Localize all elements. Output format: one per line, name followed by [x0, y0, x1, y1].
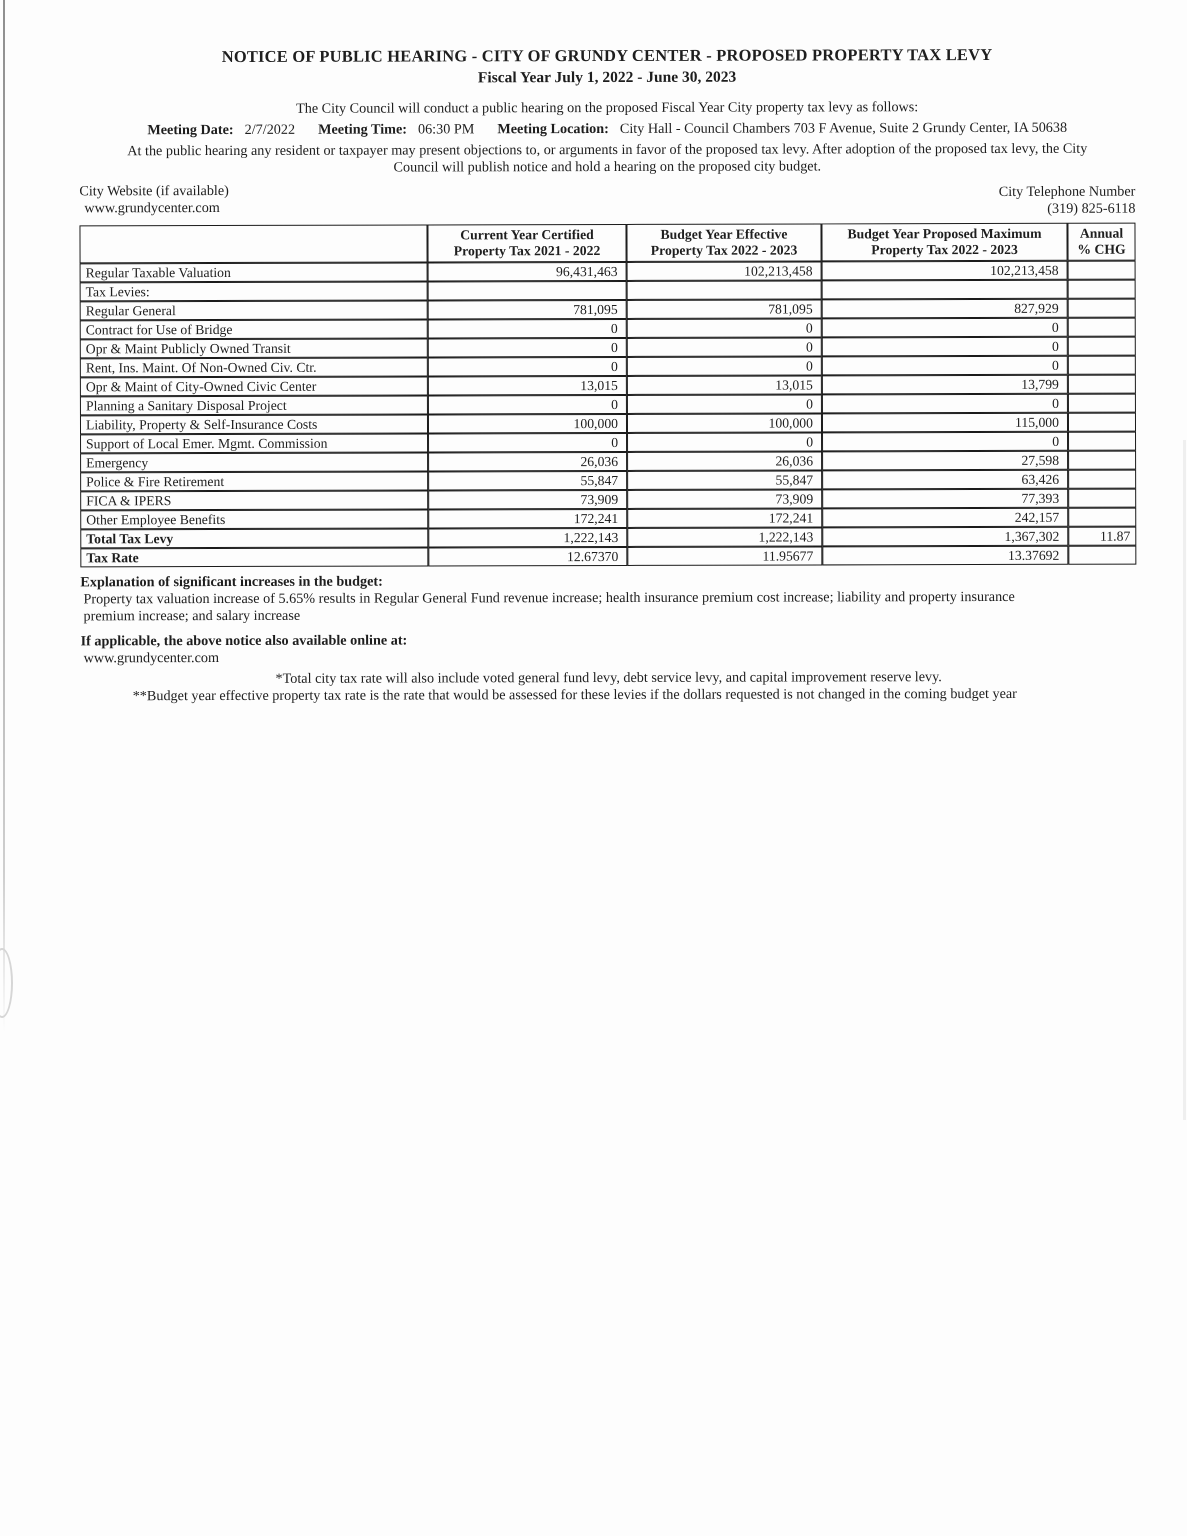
city-website-url: www.grundycenter.com [84, 200, 220, 217]
meeting-time-label: Meeting Time: [318, 121, 408, 138]
row-label: Regular Taxable Valuation [80, 262, 428, 282]
scan-edge-line [3, 0, 5, 1032]
header-budget-year-effective [626, 223, 821, 262]
header-line: Property Tax 2021 - 2022 [453, 243, 601, 259]
current-year-value: 0 [428, 338, 627, 358]
current-year-value [428, 281, 627, 301]
header-line: Budget Year Effective [660, 226, 788, 242]
page-title: NOTICE OF PUBLIC HEARING - CITY OF GRUNDY CENTER - PROPOSED PROPERTY TAX LEVY [221, 44, 993, 67]
annual-chg-value [1068, 299, 1136, 318]
annual-chg-value [1068, 375, 1136, 394]
city-website-block [79, 183, 229, 220]
effective-year-value: 781,095 [627, 299, 822, 319]
hearing-paragraph-line2: Council will publish notice and hold a hearing on the proposed city budget. [393, 158, 822, 176]
proposed-max-value: 13.37692 [822, 546, 1068, 566]
proposed-max-value: 13,799 [822, 375, 1068, 395]
current-year-value: 0 [428, 395, 627, 415]
scan-smudge-arc [0, 948, 13, 1018]
proposed-max-value: 0 [822, 337, 1068, 357]
proposed-max-value: 102,213,458 [822, 261, 1068, 281]
city-phone-block [999, 181, 1136, 218]
row-label: Total Tax Levy [80, 528, 428, 548]
online-notice-url: www.grundycenter.com [83, 650, 220, 667]
header-current-year-certified [427, 224, 626, 263]
annual-chg-value [1068, 546, 1136, 565]
scan-right-streak [1183, 440, 1186, 1120]
annual-chg-value [1068, 508, 1136, 527]
row-label: Support of Local Emer. Mgmt. Commission [80, 433, 428, 453]
city-phone-label: City Telephone Number [998, 183, 1136, 200]
annual-chg-value: 11.87 [1068, 527, 1136, 546]
current-year-value: 1,222,143 [428, 528, 627, 548]
hearing-paragraph-line1: At the public hearing any resident or taxpayer may present objections to, or arguments in favor of the proposed tax levy. After adoption of the proposed tax levy, the City [127, 140, 1088, 160]
effective-year-value: 26,036 [627, 451, 822, 471]
header-line: % CHG [1077, 241, 1126, 257]
property-tax-levy-table [79, 223, 1136, 568]
footnote-budget-year-effective-rate: **Budget year effective property tax rate is the rate that would be assessed for these levies if the dollars requested is not changed in the coming budget year [132, 685, 1017, 705]
proposed-max-value: 0 [822, 432, 1068, 452]
annual-chg-value [1068, 451, 1136, 470]
proposed-max-value: 27,598 [822, 451, 1068, 471]
hearing-paragraph [79, 141, 1135, 178]
current-year-value: 0 [428, 433, 627, 453]
proposed-max-value: 77,393 [822, 489, 1068, 509]
row-label: Police & Fire Retirement [80, 471, 428, 491]
current-year-value: 13,015 [428, 376, 627, 396]
explanation-text [80, 589, 1136, 626]
annual-chg-value [1068, 318, 1136, 337]
header-budget-year-proposed-max [821, 223, 1067, 262]
annual-chg-value [1068, 261, 1136, 280]
header-line: Property Tax 2022 - 2023 [650, 242, 798, 258]
effective-year-value: 0 [627, 337, 822, 357]
effective-year-value: 55,847 [627, 470, 822, 490]
proposed-max-value: 115,000 [822, 413, 1068, 433]
annual-chg-value [1068, 394, 1136, 413]
city-website-label: City Website (if available) [79, 182, 229, 200]
header-line: Property Tax 2022 - 2023 [871, 241, 1018, 258]
header-line: Budget Year Proposed Maximum [847, 225, 1042, 242]
row-label: Tax Rate [80, 547, 428, 567]
row-label: Opr & Maint Publicly Owned Transit [80, 338, 428, 358]
explanation-line1: Property tax valuation increase of 5.65% results in Regular General Fund revenue increase; health insurance premium cost increase; liability and property insurance [83, 588, 1015, 608]
explanation-heading: Explanation of significant increases in the budget: [80, 573, 383, 591]
current-year-value: 0 [428, 319, 627, 339]
effective-year-value: 172,241 [627, 508, 822, 528]
meeting-info-line [79, 120, 1135, 140]
current-year-value: 12.67370 [428, 547, 627, 567]
current-year-value: 0 [428, 357, 627, 377]
effective-year-value: 13,015 [627, 375, 822, 395]
meeting-date-label: Meeting Date: [147, 121, 234, 139]
explanation-line2: premium increase; and salary increase [83, 607, 301, 625]
effective-year-value: 0 [627, 394, 822, 414]
effective-year-value: 1,222,143 [627, 527, 822, 547]
fiscal-year-subtitle: Fiscal Year July 1, 2022 - June 30, 2023 [477, 68, 737, 87]
effective-year-value: 11.95677 [627, 546, 822, 566]
meeting-time-value: 06:30 PM [417, 121, 475, 138]
header-line: Current Year Certified [460, 227, 594, 243]
proposed-max-value [822, 280, 1068, 300]
current-year-value: 172,241 [428, 509, 627, 529]
meeting-location-label: Meeting Location: [497, 120, 609, 138]
city-phone-number: (319) 825-6118 [1047, 200, 1136, 217]
effective-year-value: 102,213,458 [627, 261, 822, 281]
proposed-max-value: 827,929 [822, 299, 1068, 319]
intro-text: The City Council will conduct a public hearing on the proposed Fiscal Year City property tax levy as follows: [296, 99, 919, 117]
current-year-value: 26,036 [428, 452, 627, 472]
proposed-max-value: 0 [822, 356, 1068, 376]
meeting-location-value: City Hall - Council Chambers 703 F Avenue, Suite 2 Grundy Center, IA 50638 [619, 119, 1068, 137]
effective-year-value: 73,909 [627, 489, 822, 509]
proposed-max-value: 0 [822, 318, 1068, 338]
annual-chg-value [1068, 413, 1136, 432]
effective-year-value: 0 [627, 318, 822, 338]
row-label: Rent, Ins. Maint. Of Non-Owned Civ. Ctr. [80, 357, 428, 377]
row-label: Tax Levies: [80, 281, 428, 301]
proposed-max-value: 63,426 [822, 470, 1068, 490]
row-label: Planning a Sanitary Disposal Project [80, 395, 428, 415]
annual-chg-value [1068, 470, 1136, 489]
online-notice-heading: If applicable, the above notice also available online at: [80, 632, 408, 650]
current-year-value: 55,847 [428, 471, 627, 491]
table-header-row [79, 223, 1135, 264]
current-year-value: 100,000 [428, 414, 627, 434]
header-blank-cell [79, 224, 427, 263]
contact-row [79, 181, 1135, 221]
proposed-max-value: 1,367,302 [822, 527, 1068, 547]
annual-chg-value [1068, 280, 1136, 299]
proposed-max-value: 242,157 [822, 508, 1068, 528]
current-year-value: 781,095 [428, 300, 627, 320]
effective-year-value: 100,000 [627, 413, 822, 433]
proposed-max-value: 0 [822, 394, 1068, 414]
footnote-total-city-tax-rate: *Total city tax rate will also include voted general fund levy, debt service levy, and capital improvement reserve levy. [275, 669, 942, 687]
document-content [79, 45, 1137, 706]
effective-year-value [627, 280, 822, 300]
table-row [80, 546, 1136, 568]
current-year-value: 96,431,463 [428, 262, 627, 282]
effective-year-value: 0 [627, 432, 822, 452]
annual-chg-value [1068, 432, 1136, 451]
header-annual-pct-chg [1067, 223, 1135, 261]
header-line: Annual [1079, 225, 1124, 241]
annual-chg-value [1068, 337, 1136, 356]
row-label: Liability, Property & Self-Insurance Costs [80, 414, 428, 434]
effective-year-value: 0 [627, 356, 822, 376]
annual-chg-value [1068, 356, 1136, 375]
row-label: Opr & Maint of City-Owned Civic Center [80, 376, 428, 396]
current-year-value: 73,909 [428, 490, 627, 510]
row-label: Contract for Use of Bridge [80, 319, 428, 339]
annual-chg-value [1068, 489, 1136, 508]
meeting-date-value: 2/7/2022 [244, 121, 296, 138]
row-label: Other Employee Benefits [80, 509, 428, 529]
row-label: Regular General [80, 300, 428, 320]
row-label: Emergency [80, 452, 428, 472]
row-label: FICA & IPERS [80, 490, 428, 510]
